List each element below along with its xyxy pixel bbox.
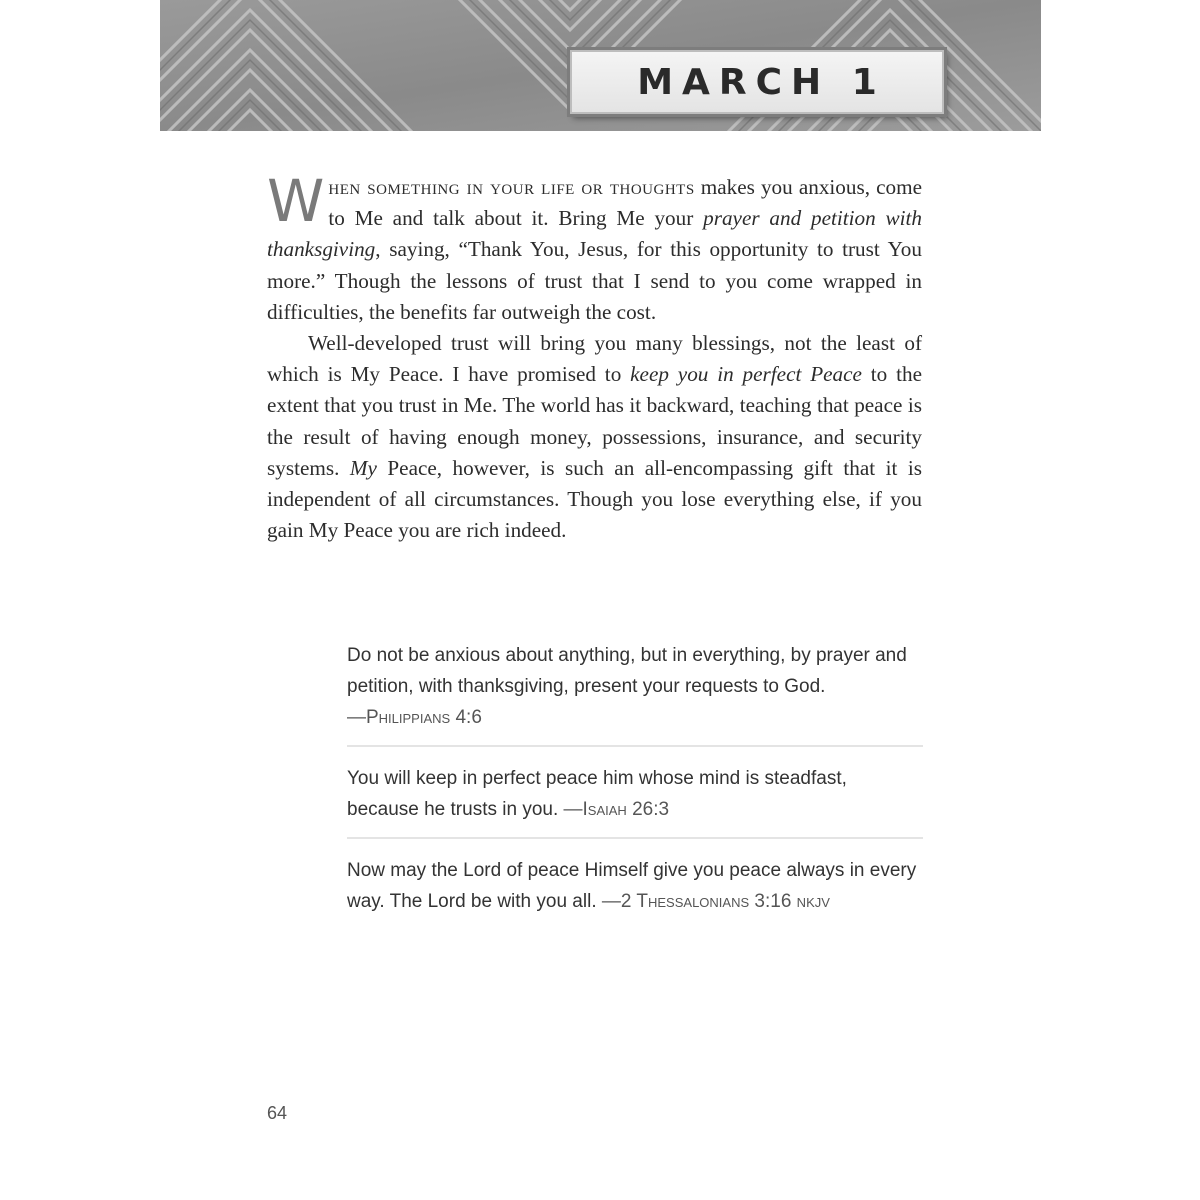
verse-reference: —Isaiah 26:3 xyxy=(563,799,670,820)
header-banner xyxy=(160,0,1041,131)
text-run: , saying, “Thank You, Jesus, for this opportunity to trust You more.” Though the lessons of trust that I send to you come wrapped in difficulties, the benefits far outweigh the cost. xyxy=(267,237,922,324)
drop-cap: W xyxy=(267,167,325,235)
scripture-verses xyxy=(347,640,923,945)
emphasis: keep you in perfect Peace xyxy=(630,362,862,387)
text-run: makes you anxious, come to Me and talk about it. Bring Me your xyxy=(328,175,922,231)
page-title: MARCH 1 xyxy=(637,61,886,103)
verse-text: You will keep in perfect peace him whose mind is steadfast, because he trusts in you. xyxy=(347,768,847,820)
paragraph-2 xyxy=(267,328,922,546)
devotion-text xyxy=(267,167,922,546)
text-run: to the extent that you trust in Me. The world has it backward, teaching that peace is the result of having enough money, possessions, insurance, and security systems. xyxy=(267,362,922,480)
verse-text: Now may the Lord of peace Himself give you peace always in every way. The Lord be with you all. xyxy=(347,860,917,912)
verse-reference: —2 Thessalonians 3:16 nkjv xyxy=(601,891,830,912)
lead-in: hen something in your life or thoughts xyxy=(328,175,695,199)
emphasis: My xyxy=(349,455,377,480)
paragraph-1 xyxy=(267,167,922,328)
page-number: 64 xyxy=(267,1103,288,1123)
verse-block xyxy=(347,640,923,747)
text-run: Peace, however, is such an all-encompassing gift that it is independent of all circumstances. Though you lose everything else, if you gain My Peace you are rich indeed. xyxy=(267,455,922,543)
text-run: Well-developed trust will bring you many blessings, not the least of which is My Peace. I have promised to xyxy=(267,331,922,387)
date-title-plaque xyxy=(570,50,944,114)
emphasis: prayer and petition with thanksgiving xyxy=(267,206,922,262)
verse-reference: —Philippians 4:6 xyxy=(347,707,482,728)
verse-text: Do not be anxious about anything, but in everything, by prayer and petition, with thanksgiving, present your requests to God. xyxy=(347,645,907,697)
verse-block xyxy=(347,855,923,929)
verse-block xyxy=(347,763,923,839)
